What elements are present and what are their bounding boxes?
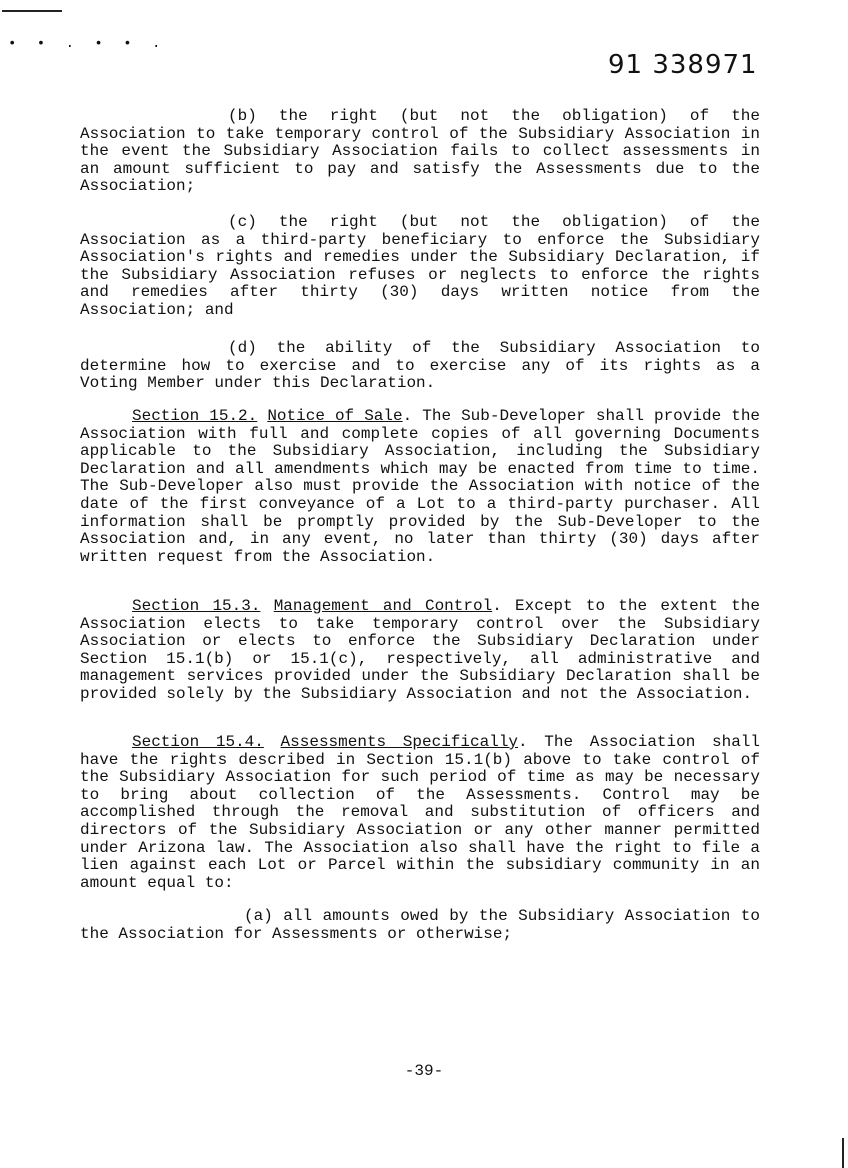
section-15-2-title: Notice of Sale — [267, 407, 403, 425]
section-15-3-body: . Except to the extent the Association elects to take temporary control over the Subsidiary Association or elects to enforce the Subsidiary Declaration under Section 15.1(b) or 15.1(c), respectively, all administrative and management services provided under the Subsidiary Declaration shall be provided solely by the Subsidiary Association and not the Association. — [80, 597, 760, 703]
section-15-4-body: . The Association shall have the rights described in Section 15.1(b) above to take control of the Subsidiary Association for such period of time as may be necessary to bring about collection of the Assessments. Control may be accomplished through the removal and substitution of officers and directors of the Subsidiary Association or any other manner permitted under Arizona law. The Association also shall have the right to file a lien against each Lot or Parcel within the subsidiary community in an amount equal to: — [80, 733, 760, 892]
section-15-3-number: Section 15.3. — [132, 597, 261, 615]
paragraph-b: (b) the right (but not the obligation) of the Association to take temporary control of the Subsidiary Association in the event the Subsidiary Association fails to collect assessments in an amount sufficient to pay and satisfy the Assessments due to the Association; — [80, 107, 760, 196]
section-15-4 — [80, 734, 760, 892]
section-15-2 — [80, 408, 760, 566]
scan-dots: • • . • • . — [8, 36, 167, 52]
section-15-3 — [80, 598, 760, 704]
section-15-4-number: Section 15.4. — [132, 733, 264, 751]
section-15-2-body: . The Sub-Developer shall provide the Association with full and complete copies of all governing Documents applicable to the Subsidiary Association, including the Subsidiary Declaration and all amendments which may be enacted from time to time. The Sub-Developer also must provide the Association with notice of the date of the first conveyance of a Lot to a third-party purchaser. All information shall be promptly provided by the Sub-Developer to the Association and, in any event, no later than thirty (30) days after written request from the Association. — [80, 407, 761, 566]
section-15-3-title: Management and Control — [273, 597, 493, 615]
scan-mark — [2, 0, 62, 12]
paragraph-c: (c) the right (but not the obligation) of the Association as a third-party beneficiary to enforce the Subsidiary Association's rights and remedies under the Subsidiary Declaration, if the Subsidiary Association refuses or neglects to enforce the rights and remedies after thirty (30) days written notice from the Association; and — [80, 213, 760, 319]
paragraph-a: (a) all amounts owed by the Subsidiary Association to the Association for Assessments or otherwise; — [80, 907, 760, 943]
section-15-2-number: Section 15.2. — [132, 407, 258, 425]
paragraph-d: (d) the ability of the Subsidiary Association to determine how to exercise and to exercise any of its rights as a Voting Member under this Declaration. — [80, 339, 760, 393]
section-15-4-title: Assessments Specifically — [280, 733, 519, 751]
document-number: 91 338971 — [608, 50, 758, 80]
page-number: -39- — [404, 1062, 444, 1080]
scan-edge-mark — [842, 1138, 844, 1168]
